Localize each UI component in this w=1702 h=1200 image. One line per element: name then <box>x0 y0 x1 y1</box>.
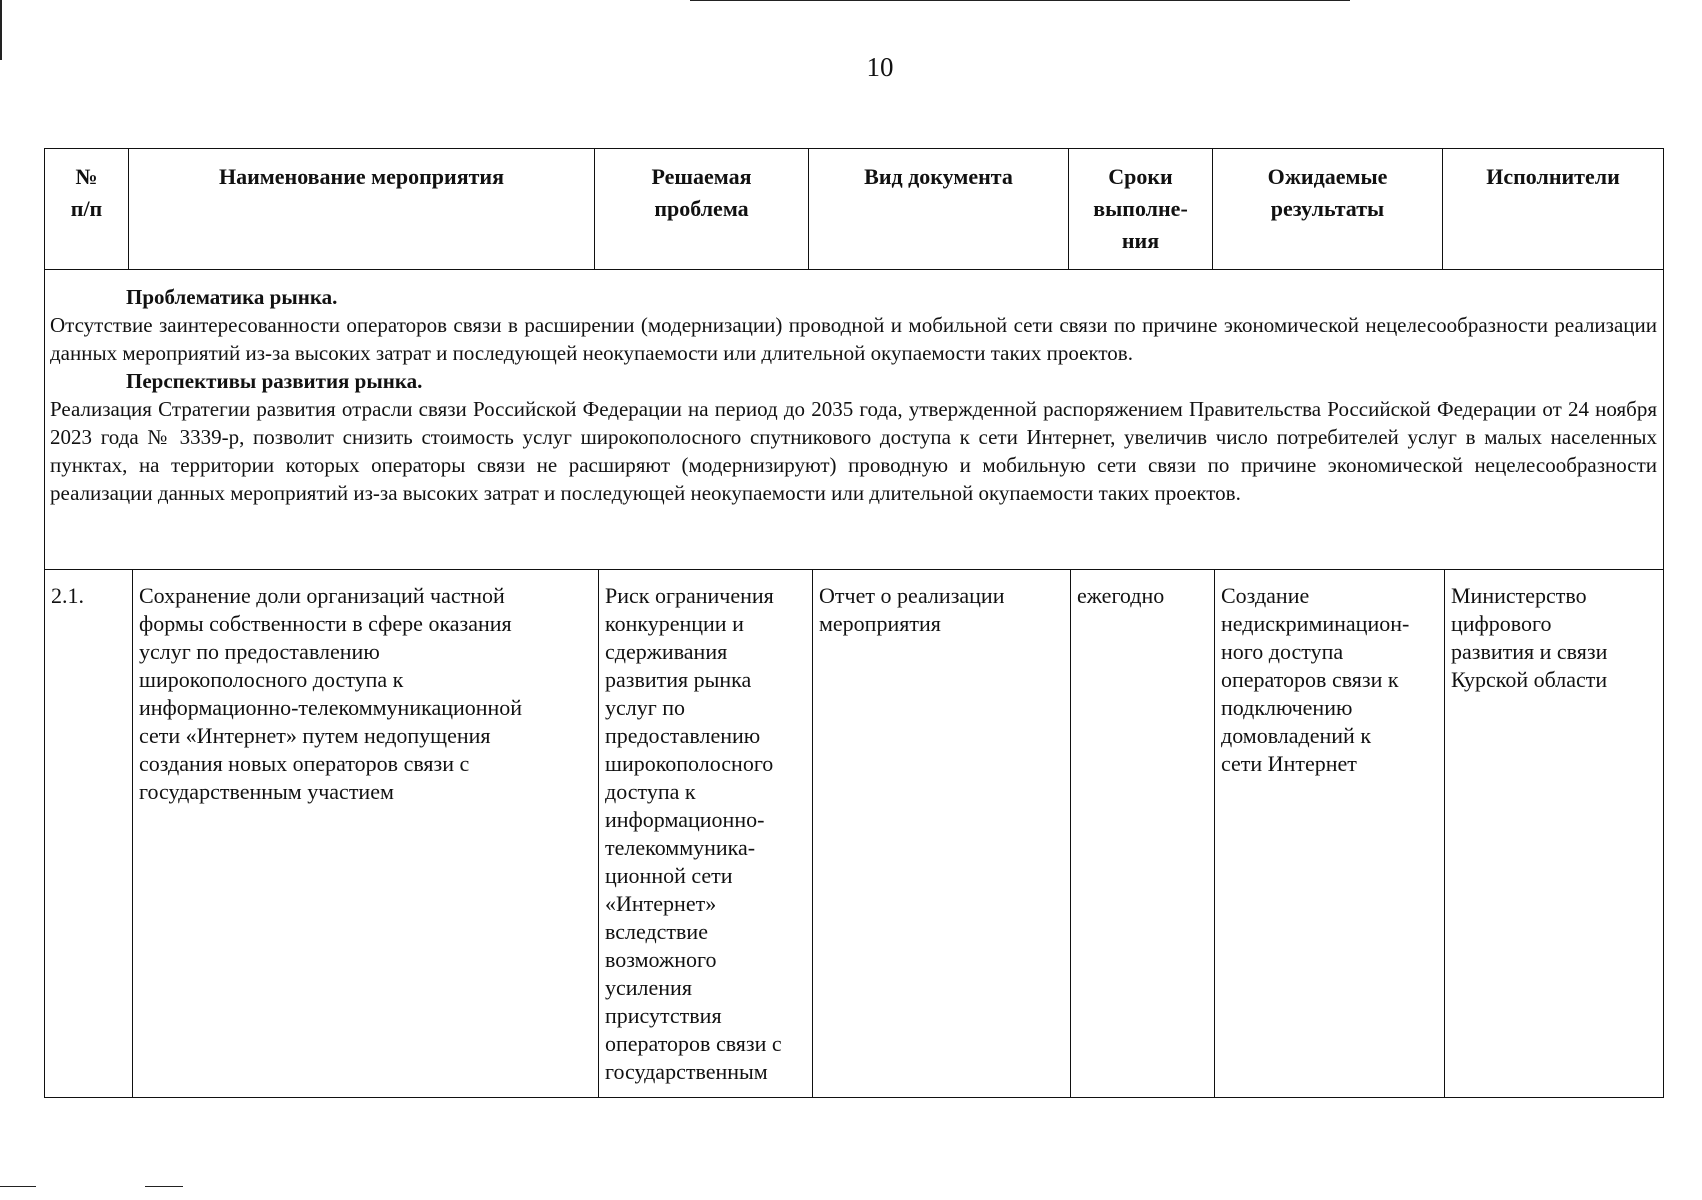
market-narrative <box>45 269 1663 570</box>
row-deadline: ежегодно <box>1071 570 1215 1097</box>
row-expected-results: Создание недискриминацион- ного доступа операторов связи к подключению домовладений к сети Интернет <box>1215 570 1445 1097</box>
header-measure-name: Наименование мероприятия <box>129 149 595 269</box>
header-document-type: Вид документа <box>809 149 1069 269</box>
header-number: № п/п <box>45 149 129 269</box>
heading-market-problems: Проблематика рынка. <box>126 285 338 309</box>
scan-edge-top <box>690 0 1350 1</box>
row-executors: Министерство цифрового развития и связи Курской области <box>1451 583 1608 692</box>
header-executors: Исполнители <box>1486 164 1620 189</box>
header-problem: Решаемая проблема <box>595 149 809 269</box>
header-deadlines: Сроки выполне- ния <box>1069 149 1213 269</box>
row-number: 2.1. <box>45 570 133 1097</box>
paragraph-market-prospects: Реализация Стратегии развития отрасли связи Российской Федерации на период до 2035 года, утвержденной распоряжением Правительства Российской Федерации от 24 ноября 2023 года № 3339-р, позволит снизить стоимость услуг широкополосного спутникового доступа к сети Интернет, увеличив число потребителей услуг в малых населенных пунктах, на территории которых операторы связи не расширяют (модернизируют) проводную и мобильную сети связи по причине экономической нецелесообразности реализации данных мероприятий из-за высоких затрат и последующей неокупаемости или длительной окупаемости таких проектов. <box>50 397 1657 505</box>
table-row <box>45 570 1663 1097</box>
heading-market-prospects: Перспективы развития рынка. <box>126 369 423 393</box>
scan-edge-bottom-mid <box>145 1186 183 1187</box>
row-measure-name: Сохранение доли организаций частной формы собственности в сфере оказания услуг по предоставлению широкополосного доступа к информационно-телекоммуникационной сети «Интернет» путем недопущения создания новых операторов связи с государственным участием <box>133 570 599 1097</box>
header-expected-results: Ожидаемые результаты <box>1213 149 1443 269</box>
row-document-type: Отчет о реализации мероприятия <box>813 570 1071 1097</box>
table-header <box>45 149 1663 270</box>
row-problem: Риск ограничения конкуренции и сдерживания развития рынка услуг по предоставлению широкополосного доступа к информационно- телекоммуника- ционной сети «Интернет» вследствие возможного усиления присутствия операторов связи с государственным <box>599 570 813 1097</box>
scan-edge-bottom-left <box>0 1186 36 1187</box>
page-number: 10 <box>866 52 894 82</box>
paragraph-market-problems: Отсутствие заинтересованности операторов связи в расширении (модернизации) проводной и мобильной сети связи по причине экономической нецелесообразности реализации данных мероприятий из-за высоких затрат и последующей неокупаемости или длительной окупаемости таких проектов. <box>50 313 1657 365</box>
measures-table <box>44 148 1664 1098</box>
scan-edge-left <box>0 0 2 60</box>
